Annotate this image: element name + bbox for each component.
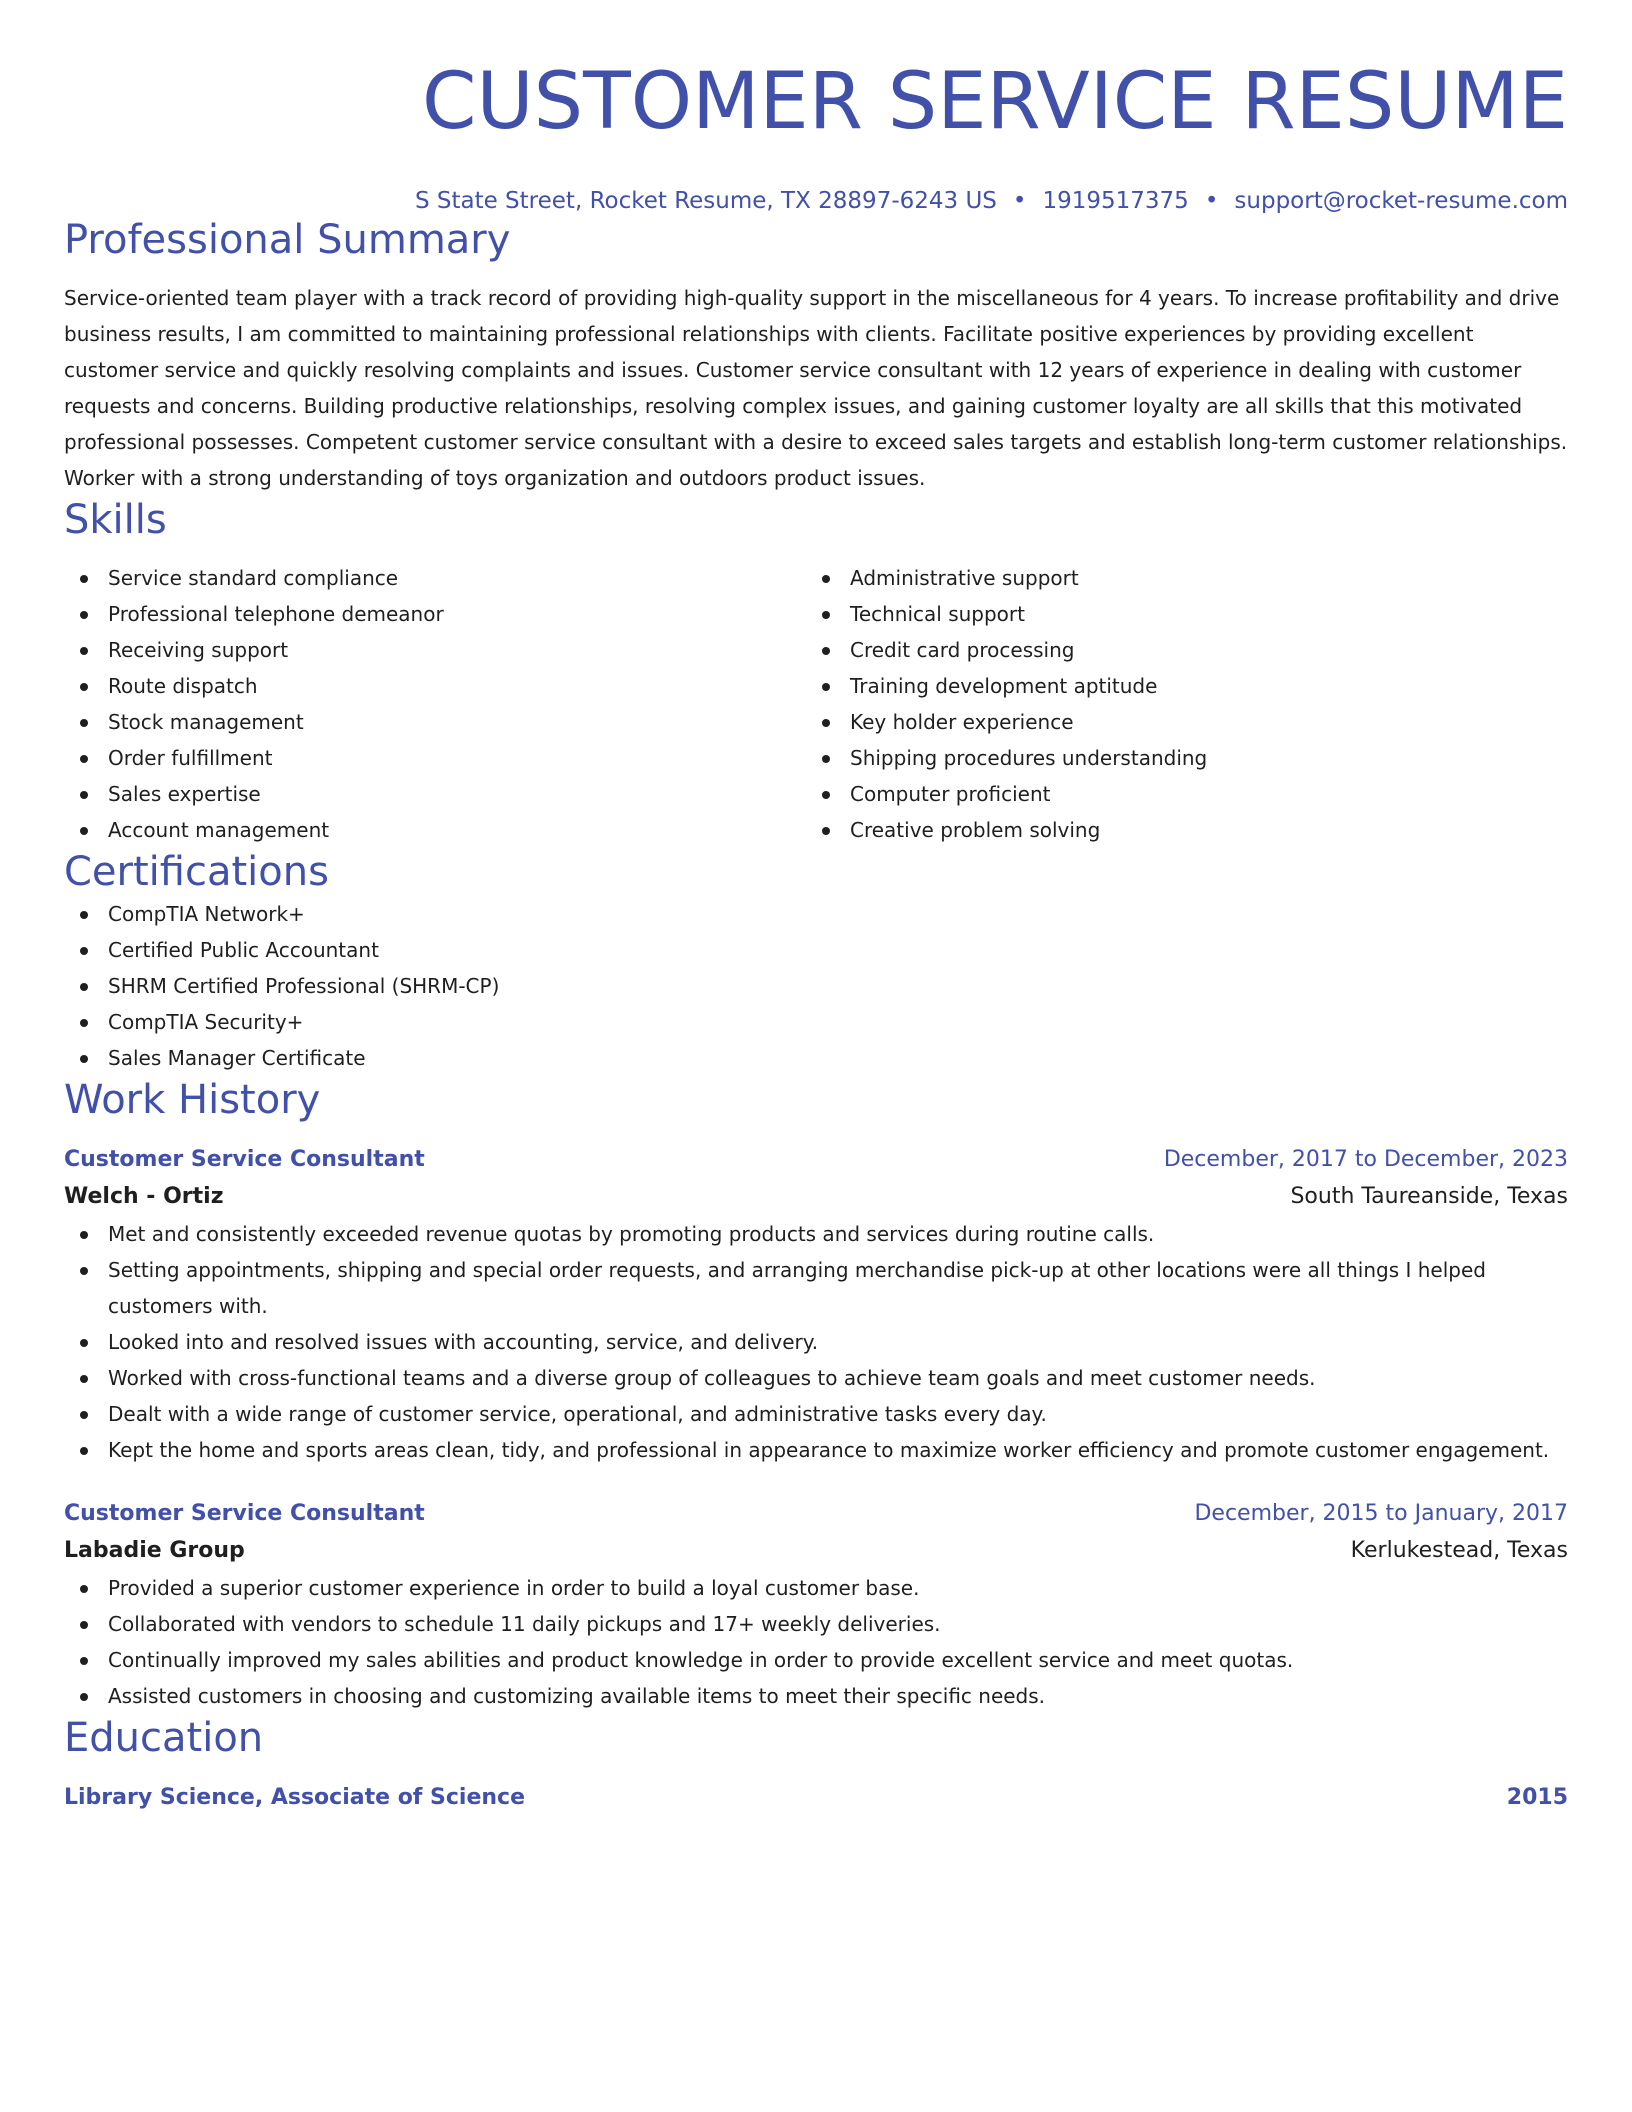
certification-item: CompTIA Network+ xyxy=(64,896,1568,932)
skill-item: Creative problem solving xyxy=(806,812,1548,848)
skill-item: Computer proficient xyxy=(806,776,1548,812)
skill-item: Credit card processing xyxy=(806,632,1548,668)
skill-item: Training development aptitude xyxy=(806,668,1548,704)
education-degree: Library Science, Associate of Science xyxy=(64,1785,526,1810)
job-employer: Labadie Group xyxy=(64,1538,245,1563)
summary-heading: Professional Summary xyxy=(64,217,511,263)
job-duty-item: Setting appointments, shipping and special order requests, and arranging merchandise pick-up at other locations were all things I helped customers with. xyxy=(64,1252,1568,1324)
job-title: Customer Service Consultant xyxy=(64,1147,425,1172)
work-history-heading: Work History xyxy=(64,1077,321,1123)
job-header-row xyxy=(64,1142,1568,1178)
job-duties-list xyxy=(64,1216,1568,1468)
skills-list-right xyxy=(806,560,1548,848)
job-duty-item: Dealt with a wide range of customer service, operational, and administrative tasks every day. xyxy=(64,1396,1568,1432)
certifications-list xyxy=(64,896,1568,1076)
job-location: Kerlukestead, Texas xyxy=(1350,1538,1568,1563)
contact-email: support@rocket-resume.com xyxy=(1234,188,1568,214)
skill-item: Order fulfillment xyxy=(64,740,806,776)
education-heading: Education xyxy=(64,1715,264,1761)
resume-header xyxy=(64,0,1568,216)
contact-separator: • xyxy=(1204,188,1219,214)
job-dates: December, 2017 to December, 2023 xyxy=(1163,1147,1568,1172)
job-duty-item: Worked with cross-functional teams and a diverse group of colleagues to achieve team goals and meet customer needs. xyxy=(64,1360,1568,1396)
education-year: 2015 xyxy=(1506,1785,1568,1810)
summary-text: Service-oriented team player with a track record of providing high-quality support in the miscellaneous for 4 years. To increase profitability and drive business results, I am committed to maintaining professional relationships with clients. Facilitate positive experiences by providing excellent customer service and quickly resolving complaints and issues. Customer service consultant with 12 years of experience in dealing with customer requests and concerns. Building productive relationships, resolving complex issues, and gaining customer loyalty are all skills that this motivated professional possesses. Competent customer service consultant with a desire to exceed sales targets and establish long-term customer relationships. Worker with a strong understanding of toys organization and outdoors product issues. xyxy=(64,286,1568,490)
skill-item: Account management xyxy=(64,812,806,848)
job-duty-item: Continually improved my sales abilities and product knowledge in order to provide excellent service and meet quotas. xyxy=(64,1642,1568,1678)
skills-list-left xyxy=(64,560,806,848)
job-duties-list xyxy=(64,1570,1568,1714)
job-dates: December, 2015 to January, 2017 xyxy=(1194,1501,1568,1526)
skill-item: Technical support xyxy=(806,596,1548,632)
skill-item: Professional telephone demeanor xyxy=(64,596,806,632)
contact-phone: 1919517375 xyxy=(1042,188,1189,214)
job-duty-item: Kept the home and sports areas clean, tidy, and professional in appearance to maximize worker efficiency and promote customer engagement. xyxy=(64,1432,1568,1468)
job-header-row xyxy=(64,1496,1568,1532)
skill-item: Stock management xyxy=(64,704,806,740)
contact-separator: • xyxy=(1012,188,1027,214)
certification-item: SHRM Certified Professional (SHRM-CP) xyxy=(64,968,1568,1004)
job-employer: Welch - Ortiz xyxy=(64,1184,224,1209)
contact-address: S State Street, Rocket Resume, TX 28897-6243 US xyxy=(414,188,997,214)
job-title: Customer Service Consultant xyxy=(64,1501,425,1526)
job-duty-item: Assisted customers in choosing and customizing available items to meet their specific needs. xyxy=(64,1678,1568,1714)
education-entry xyxy=(64,1780,1568,1816)
skill-item: Shipping procedures understanding xyxy=(806,740,1548,776)
job-entry xyxy=(64,1142,1568,1468)
certification-item: CompTIA Security+ xyxy=(64,1004,1568,1040)
job-duty-item: Met and consistently exceeded revenue quotas by promoting products and services during routine calls. xyxy=(64,1216,1568,1252)
job-duty-item: Provided a superior customer experience in order to build a loyal customer base. xyxy=(64,1570,1568,1606)
certification-item: Certified Public Accountant xyxy=(64,932,1568,968)
job-employer-row xyxy=(64,1178,1568,1216)
job-employer-row xyxy=(64,1532,1568,1570)
skill-item: Key holder experience xyxy=(806,704,1548,740)
skill-item: Administrative support xyxy=(806,560,1548,596)
job-entry xyxy=(64,1496,1568,1714)
skill-item: Route dispatch xyxy=(64,668,806,704)
skill-item: Sales expertise xyxy=(64,776,806,812)
job-duty-item: Collaborated with vendors to schedule 11 daily pickups and 17+ weekly deliveries. xyxy=(64,1606,1568,1642)
certification-item: Sales Manager Certificate xyxy=(64,1040,1568,1076)
skill-item: Receiving support xyxy=(64,632,806,668)
resume-title: CUSTOMER SERVICE RESUME xyxy=(422,57,1568,147)
contact-line xyxy=(64,186,1568,216)
skills-heading: Skills xyxy=(64,497,167,543)
job-location: South Taureanside, Texas xyxy=(1290,1184,1568,1209)
certifications-heading: Certifications xyxy=(64,849,329,895)
skills-columns xyxy=(64,560,1568,848)
skill-item: Service standard compliance xyxy=(64,560,806,596)
job-duty-item: Looked into and resolved issues with accounting, service, and delivery. xyxy=(64,1324,1568,1360)
